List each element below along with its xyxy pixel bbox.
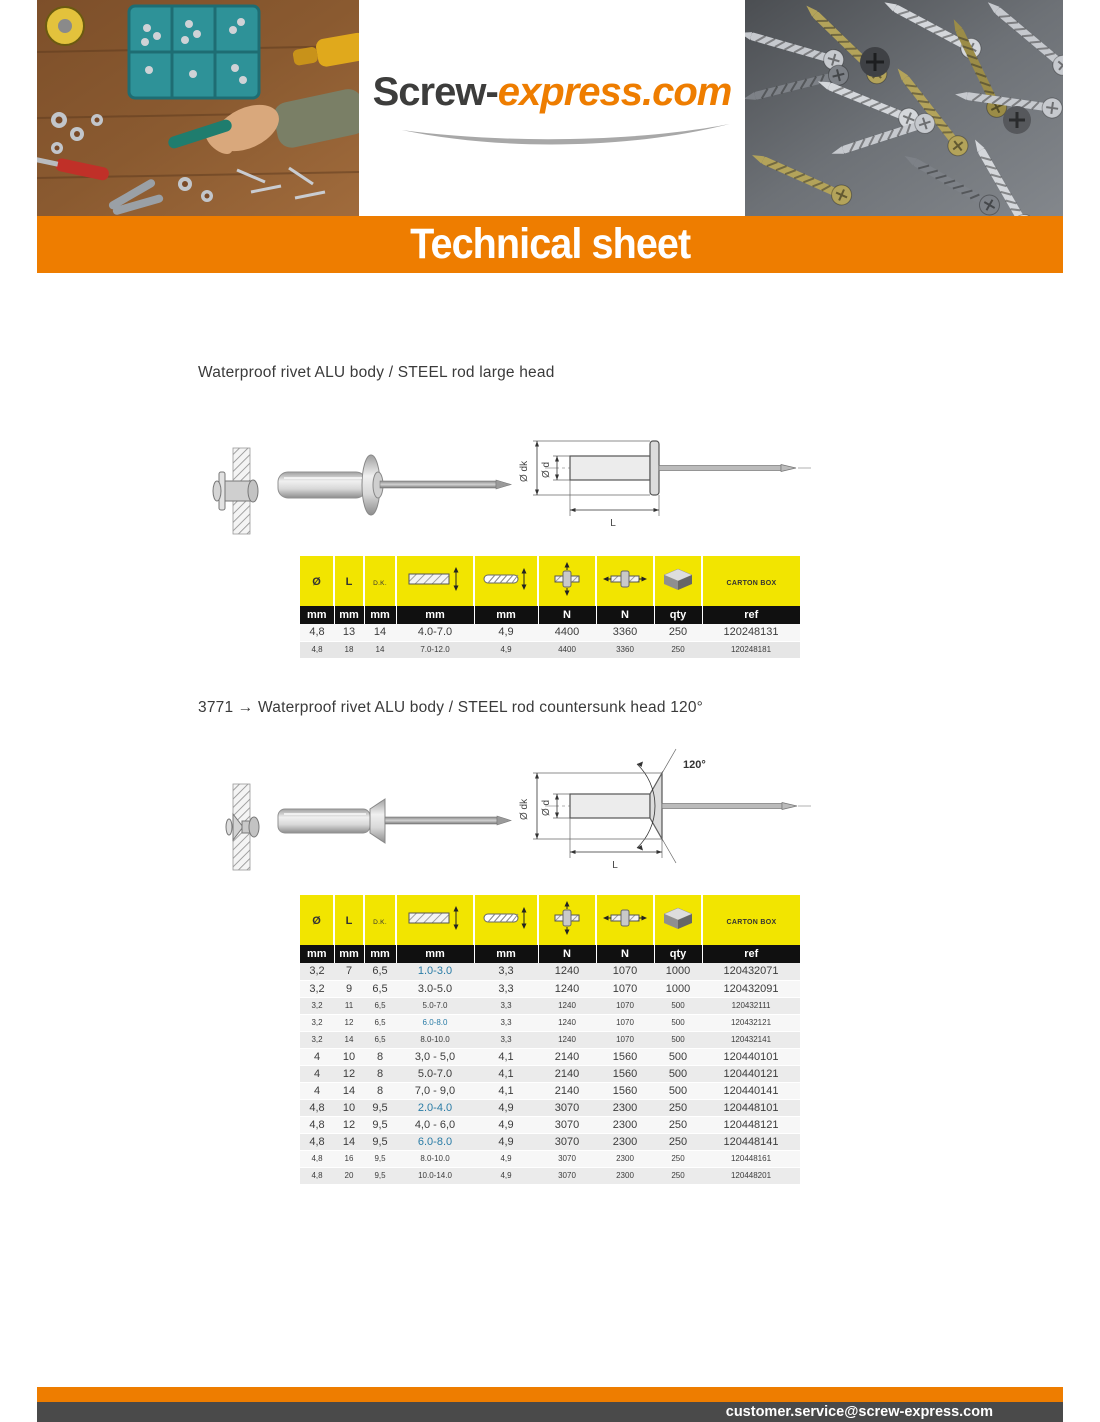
carton-box-icon [660,566,696,592]
dim-label-length: L [610,518,616,529]
spec-cell: 6.0-8.0 [396,1014,474,1031]
spec-cell: 9,5 [364,1167,396,1184]
spec-cell: 4,9 [474,1150,538,1167]
col-header-dk: D.K. [364,556,396,606]
spec-cell: 12 [334,1065,364,1082]
page-header [37,0,1063,216]
spec-table-countersunk [300,895,800,1185]
tensile-strength-icon [550,900,584,936]
spec-cell: 14 [334,1031,364,1048]
logo-swoosh-icon [396,122,736,148]
spec-cell: 120432141 [702,1031,800,1048]
spec-cell: 250 [654,1133,702,1150]
spec-cell: 3,2 [300,1031,334,1048]
col-header-tensile [538,556,596,606]
spec-cell: 4,9 [474,624,538,641]
spec-cell: 1000 [654,963,702,980]
unit-cell: mm [364,945,396,963]
spec-row [300,997,800,1014]
spec-cell: 250 [654,1099,702,1116]
spec-row [300,1014,800,1031]
title-banner [37,216,1063,273]
brand-logo [359,70,745,115]
spec-cell: 1.0-3.0 [396,963,474,980]
spec-cell: 4400 [538,641,596,658]
spec-cell: 500 [654,1031,702,1048]
spec-cell: 1070 [596,1031,654,1048]
spec-cell: 2300 [596,1133,654,1150]
spec-cell: 4400 [538,624,596,641]
spec-cell: 8 [364,1065,396,1082]
spec-cell: 6.0-8.0 [396,1133,474,1150]
shear-strength-icon [602,566,648,592]
spec-cell: 250 [654,1150,702,1167]
spec-row [300,963,800,980]
spec-cell: 14 [364,641,396,658]
spec-cell: 6,5 [364,1014,396,1031]
spec-cell: 4,8 [300,624,334,641]
spec-cell: 500 [654,1082,702,1099]
col-header-hole [474,895,538,945]
unit-cell: mm [364,606,396,624]
spec-row [300,1133,800,1150]
spec-cell: 3,2 [300,997,334,1014]
col-header-dk: D.K. [364,895,396,945]
unit-cell: N [538,945,596,963]
spec-cell: 4 [300,1048,334,1065]
spec-cell: 6,5 [364,1031,396,1048]
header-photo-screws [745,0,1063,216]
shear-strength-icon [602,905,648,931]
spec-cell: 4,9 [474,1116,538,1133]
spec-cell: 120440141 [702,1082,800,1099]
unit-cell: qty [654,606,702,624]
spec-cell: 250 [654,1116,702,1133]
section-title-countersunk: 3771 → Waterproof rivet ALU body / STEEL rod countersunk head 120° [198,699,704,716]
spec-cell: 13 [334,624,364,641]
unit-cell: N [538,606,596,624]
spec-cell: 3,3 [474,1031,538,1048]
dim-label-dk: Ø dk [519,798,530,820]
spec-cell: 4,8 [300,641,334,658]
spec-header-row [300,556,800,606]
spec-cell: 4 [300,1065,334,1082]
spec-cell: 120248181 [702,641,800,658]
spec-cell: 7,0 - 9,0 [396,1082,474,1099]
spec-cell: 500 [654,1014,702,1031]
spec-cell: 2300 [596,1167,654,1184]
spec-cell: 2140 [538,1065,596,1082]
spec-cell: 1560 [596,1065,654,1082]
unit-cell: mm [334,945,364,963]
spec-cell: 3,3 [474,997,538,1014]
spec-cell: 500 [654,1048,702,1065]
spec-cell: 4,9 [474,1167,538,1184]
spec-cell: 4,1 [474,1065,538,1082]
spec-cell: 5.0-7.0 [396,1065,474,1082]
col-header-shear [596,895,654,945]
spec-cell: 4,1 [474,1082,538,1099]
spec-cell: 4 [300,1082,334,1099]
spec-cell: 4,8 [300,1150,334,1167]
spec-cell: 11 [334,997,364,1014]
spec-cell: 6,5 [364,963,396,980]
spec-cell: 7.0-12.0 [396,641,474,658]
spec-cell: 2300 [596,1116,654,1133]
spec-cell: 5.0-7.0 [396,997,474,1014]
col-header-length: L [334,895,364,945]
spec-row [300,980,800,997]
dim-label-dk: Ø dk [519,460,530,482]
spec-row [300,1150,800,1167]
tensile-strength-icon [550,561,584,597]
col-header-qty [654,556,702,606]
installed-rivet-illustration-large-head [207,446,267,536]
spec-cell: 2.0-4.0 [396,1099,474,1116]
spec-cell: 1070 [596,980,654,997]
unit-cell: mm [396,945,474,963]
col-header-diameter: Ø [300,895,334,945]
spec-cell: 3070 [538,1116,596,1133]
spec-cell: 500 [654,997,702,1014]
spec-cell: 3.0-5.0 [396,980,474,997]
angle-label: 120° [683,759,706,771]
spec-cell: 14 [334,1082,364,1099]
footer-orange-bar [37,1387,1063,1402]
spec-cell: 3360 [596,641,654,658]
spec-cell: 6,5 [364,980,396,997]
spec-cell: 4,8 [300,1167,334,1184]
spec-cell: 2140 [538,1048,596,1065]
spec-cell: 120448201 [702,1167,800,1184]
spec-cell: 10 [334,1099,364,1116]
rivet-photo-countersunk [270,772,515,872]
technical-sheet-page [37,0,1063,1422]
spec-cell: 120448141 [702,1133,800,1150]
spec-cell: 3,0 - 5,0 [396,1048,474,1065]
spec-cell: 120440121 [702,1065,800,1082]
spec-cell: 1240 [538,963,596,980]
spec-cell: 3,3 [474,1014,538,1031]
dimension-diagram-large-head [515,392,815,547]
spec-row [300,1082,800,1099]
spec-cell: 4,1 [474,1048,538,1065]
spec-cell: 14 [334,1133,364,1150]
spec-table-body [300,624,800,658]
col-header-carton: CARTON BOX [702,895,800,945]
spec-cell: 250 [654,641,702,658]
spec-cell: 2300 [596,1150,654,1167]
spec-cell: 4,8 [300,1116,334,1133]
brand-logo-screw: Screw- [372,70,498,114]
footer-bar [37,1402,1063,1422]
spec-row [300,1048,800,1065]
spec-cell: 120440101 [702,1048,800,1065]
spec-cell: 10 [334,1048,364,1065]
spec-cell: 120432071 [702,963,800,980]
col-header-length: L [334,556,364,606]
dim-label-d: Ø d [541,461,552,478]
spec-header-row [300,895,800,945]
spec-cell: 3360 [596,624,654,641]
spec-cell: 2140 [538,1082,596,1099]
spec-cell: 4,8 [300,1099,334,1116]
unit-cell: mm [396,606,474,624]
spec-cell: 9,5 [364,1133,396,1150]
spec-cell: 4.0-7.0 [396,624,474,641]
spec-cell: 9,5 [364,1150,396,1167]
spec-row [300,624,800,641]
carton-box-icon [660,905,696,931]
spec-cell: 18 [334,641,364,658]
rivet-photo-large-head [270,436,515,536]
spec-cell: 4,9 [474,1133,538,1150]
spec-cell: 3,2 [300,980,334,997]
spec-cell: 1240 [538,997,596,1014]
spec-cell: 4,0 - 6,0 [396,1116,474,1133]
spec-cell: 3,3 [474,963,538,980]
spec-cell: 1240 [538,1014,596,1031]
col-header-tensile [538,895,596,945]
unit-cell: ref [702,945,800,963]
contact-email: customer.service@screw-express.com [725,1404,993,1420]
spec-cell: 3,2 [300,963,334,980]
grip-range-icon [407,905,463,931]
spec-table-body [300,963,800,1184]
spec-cell: 3070 [538,1133,596,1150]
spec-cell: 1560 [596,1048,654,1065]
unit-cell: qty [654,945,702,963]
col-header-qty [654,895,702,945]
col-header-diameter: Ø [300,556,334,606]
spec-cell: 8 [364,1082,396,1099]
spec-cell: 2300 [596,1099,654,1116]
spec-cell: 250 [654,624,702,641]
spec-cell: 1000 [654,980,702,997]
spec-cell: 4,9 [474,641,538,658]
section-title-large-head: Waterproof rivet ALU body / STEEL rod large head [198,364,555,381]
unit-cell: mm [334,606,364,624]
spec-cell: 12 [334,1014,364,1031]
spec-cell: 8.0-10.0 [396,1031,474,1048]
spec-cell: 1560 [596,1082,654,1099]
unit-cell: ref [702,606,800,624]
unit-cell: mm [300,945,334,963]
spec-row [300,1065,800,1082]
spec-cell: 14 [364,624,396,641]
spec-cell: 8 [364,1048,396,1065]
spec-row [300,641,800,658]
spec-cell: 8.0-10.0 [396,1150,474,1167]
unit-cell: N [596,945,654,963]
spec-cell: 20 [334,1167,364,1184]
dim-label-length: L [612,860,618,871]
spec-cell: 1070 [596,1014,654,1031]
spec-row [300,1167,800,1184]
spec-cell: 3070 [538,1167,596,1184]
spec-cell: 120432121 [702,1014,800,1031]
col-header-hole [474,556,538,606]
spec-cell: 4,9 [474,1099,538,1116]
spec-cell: 1070 [596,963,654,980]
spec-cell: 3070 [538,1150,596,1167]
spec-cell: 6,5 [364,997,396,1014]
col-header-carton: CARTON BOX [702,556,800,606]
spec-cell: 120448161 [702,1150,800,1167]
spec-row [300,1116,800,1133]
spec-cell: 4,8 [300,1133,334,1150]
spec-cell: 250 [654,1167,702,1184]
spec-row [300,1031,800,1048]
grip-range-icon [407,566,463,592]
dim-label-d: Ø d [541,799,552,816]
spec-cell: 120248131 [702,624,800,641]
spec-table-large-head [300,556,800,659]
unit-cell: N [596,606,654,624]
unit-cell: mm [474,945,538,963]
col-header-grip [396,556,474,606]
spec-row [300,1099,800,1116]
spec-cell: 120432091 [702,980,800,997]
unit-cell: mm [474,606,538,624]
spec-cell: 120448121 [702,1116,800,1133]
drill-hole-icon [482,905,530,931]
spec-cell: 3070 [538,1099,596,1116]
installed-rivet-illustration-countersunk [207,782,267,872]
spec-cell: 1240 [538,980,596,997]
drill-hole-icon [482,566,530,592]
spec-cell: 120432111 [702,997,800,1014]
brand-logo-express: express.com [497,70,732,114]
spec-units-row [300,945,800,963]
page-title: Technical sheet [409,220,691,268]
spec-cell: 120448101 [702,1099,800,1116]
dimension-diagram-countersunk [515,726,815,886]
spec-cell: 16 [334,1150,364,1167]
spec-cell: 12 [334,1116,364,1133]
spec-units-row [300,606,800,624]
logo-area [359,0,745,216]
spec-cell: 9,5 [364,1099,396,1116]
col-header-grip [396,895,474,945]
header-photo-workbench [37,0,359,216]
spec-cell: 9 [334,980,364,997]
spec-cell: 3,2 [300,1014,334,1031]
spec-cell: 9,5 [364,1116,396,1133]
spec-cell: 1240 [538,1031,596,1048]
spec-cell: 1070 [596,997,654,1014]
spec-cell: 10.0-14.0 [396,1167,474,1184]
spec-cell: 7 [334,963,364,980]
col-header-shear [596,556,654,606]
spec-cell: 500 [654,1065,702,1082]
unit-cell: mm [300,606,334,624]
spec-cell: 3,3 [474,980,538,997]
